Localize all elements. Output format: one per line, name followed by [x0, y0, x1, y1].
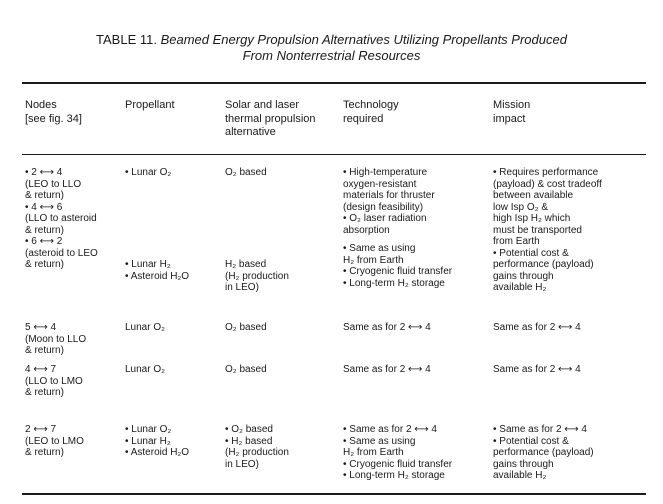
table-cell-line: high Isp H₂ which [493, 213, 571, 224]
row4-alternative [225, 424, 289, 470]
bottom-rule [22, 493, 646, 495]
row1-mission [493, 167, 602, 294]
table-cell-line: • Lunar O₂ [125, 424, 172, 435]
header-nodes [25, 99, 82, 126]
table-cell-line: 5 ⟷ 4 [25, 322, 57, 333]
row2-alternative [225, 322, 267, 334]
header-alternative [225, 99, 316, 140]
table-caption-line-2: From Nonterrestrial Resources [242, 48, 421, 63]
table-cell-line: low Isp O₂ & [493, 201, 549, 213]
table-cell-line: • High-temperature [343, 167, 428, 178]
table-cell-line: & return) [25, 190, 64, 201]
table-cell-line: Propellant [125, 99, 175, 111]
table-cell-line: O₂ based [225, 167, 267, 178]
row1-propellant-b [125, 259, 189, 282]
header-rule [22, 154, 646, 155]
row4-mission [493, 424, 594, 482]
table-cell-line: • Lunar H₂ [125, 435, 171, 447]
table-cell-line: gains through [493, 458, 554, 470]
table-title-line-2 [0, 48, 663, 64]
row1-propellant-a [125, 167, 171, 179]
table-caption-line-1: Beamed Energy Propulsion Alternatives Utilizing Propellants Produced [160, 32, 567, 47]
row3-mission [493, 364, 581, 376]
row2-nodes [25, 322, 86, 357]
table-cell-line: in LEO) [225, 458, 259, 470]
table-cell-line: (LLO to LMO [25, 375, 83, 387]
row4-nodes [25, 424, 84, 459]
table-cell-line: (asteroid to LEO [25, 247, 98, 259]
row1-technology [343, 167, 452, 289]
table-cell-line: (LLO to asteroid [25, 213, 97, 224]
table-cell-line: (H₂ production [225, 270, 289, 282]
row3-alternative [225, 364, 267, 376]
table-cell-line: 2 ⟷ 7 [25, 424, 57, 435]
table-title-line-1 [0, 32, 663, 48]
table-cell-line: • Long-term H₂ storage [343, 470, 445, 481]
table-cell-line: (H₂ production [225, 447, 289, 458]
table-number: TABLE 11. [96, 32, 157, 47]
table-cell-line: • Potential cost & [493, 435, 569, 447]
table-cell-line: alternative [225, 126, 276, 138]
table-cell-line: • Same as using [343, 243, 416, 254]
row2-mission [493, 322, 581, 334]
table-cell-line: • Lunar O₂ [125, 167, 172, 178]
row1-alternative-a [225, 167, 267, 179]
table-cell-line: (LEO to LMO [25, 435, 84, 447]
row1-nodes [25, 167, 98, 271]
table-cell-line: 4 ⟷ 7 [25, 364, 57, 375]
table-cell-line: must be transported [493, 224, 582, 236]
table-cell-line: Same as for 2 ⟷ 4 [343, 322, 431, 333]
header-technology [343, 99, 399, 126]
table-cell-line: • O₂ laser radiation [343, 213, 427, 224]
header-mission [493, 99, 530, 126]
table-cell-line: Same as for 2 ⟷ 4 [493, 364, 581, 375]
table-cell-line: (Moon to LLO [25, 333, 87, 345]
table-cell-line: required [343, 112, 384, 125]
table-cell-line: • Same as using [343, 435, 416, 447]
table-cell-line: oxygen-resistant [343, 178, 417, 190]
table-cell-line: Same as for 2 ⟷ 4 [343, 364, 431, 375]
table-cell-line: • Asteroid H₂O [125, 447, 190, 458]
table-cell-line: performance (payload) [493, 447, 594, 458]
table-cell-line: • Asteroid H₂O [125, 270, 190, 282]
table-cell-line: • O₂ based [225, 424, 273, 435]
table-cell-line: • 2 ⟷ 4 [25, 167, 63, 178]
table-cell-line: H₂ from Earth [343, 447, 404, 458]
table-cell-line: • 6 ⟷ 2 [25, 236, 63, 247]
row2-propellant [125, 322, 165, 334]
table-cell-line: O₂ based [225, 364, 267, 375]
table-cell-line: available H₂ [493, 470, 547, 481]
table-cell-line: Solar and laser [225, 99, 299, 111]
table-cell-line: Technology [343, 99, 399, 111]
table-cell-line: & return) [25, 224, 64, 236]
table-cell-line: • 4 ⟷ 6 [25, 201, 63, 213]
table-cell-line: Same as for 2 ⟷ 4 [493, 322, 581, 333]
row2-technology [343, 322, 431, 334]
table-cell-line: impact [493, 112, 526, 125]
table-cell-line: (LEO to LLO [25, 178, 82, 190]
table-cell-line: & return) [25, 259, 64, 270]
table-cell-line: • Same as for 2 ⟷ 4 [343, 424, 437, 435]
table-cell-line: & return) [25, 345, 64, 356]
table-cell-line: gains through [493, 270, 554, 282]
row3-nodes [25, 364, 83, 399]
top-rule [22, 82, 646, 84]
table-cell-line: • Long-term H₂ storage [343, 277, 445, 289]
table-cell-line: • Cryogenic fluid transfer [343, 458, 453, 470]
row4-technology [343, 424, 452, 482]
table-cell-line: & return) [25, 387, 64, 398]
table-cell-line: • Lunar H₂ [125, 259, 171, 270]
table-title [0, 32, 663, 64]
table-cell-line: H₂ based [225, 259, 267, 270]
header-propellant [125, 99, 175, 113]
table-cell-line: in LEO) [225, 282, 259, 293]
table-cell-line: • Same as for 2 ⟷ 4 [493, 424, 587, 435]
table-cell-line: performance (payload) [493, 259, 594, 270]
table-cell-line: (design feasibility) [343, 201, 424, 213]
table-cell-line: materials for thruster [343, 190, 435, 201]
table-cell-line: from Earth [493, 236, 540, 247]
table-cell-line: available H₂ [493, 282, 547, 293]
table-cell-line: absorption [343, 224, 390, 236]
row4-propellant [125, 424, 189, 459]
row3-technology [343, 364, 431, 376]
table-cell-line: Nodes [25, 99, 57, 111]
table-cell-line: • H₂ based [225, 435, 273, 447]
table-cell-line: thermal propulsion [225, 112, 316, 125]
row1-alternative-b [225, 259, 289, 294]
table-cell-line: between available [493, 190, 574, 201]
table-cell-line: Lunar O₂ [125, 322, 166, 333]
table-cell-line: Mission [493, 99, 531, 111]
table-cell-line: H₂ from Earth [343, 254, 404, 266]
table-cell-line: O₂ based [225, 322, 267, 333]
table-cell-line: • Cryogenic fluid transfer [343, 266, 453, 277]
table-cell-line: Lunar O₂ [125, 364, 166, 375]
table-cell-line: • Potential cost & [493, 247, 569, 259]
table-cell-line: & return) [25, 447, 64, 458]
row3-propellant [125, 364, 165, 376]
table-cell-line: [see fig. 34] [25, 112, 82, 125]
table-cell-line: • Requires performance [493, 167, 599, 178]
table-cell-line: (payload) & cost tradeoff [493, 178, 602, 190]
